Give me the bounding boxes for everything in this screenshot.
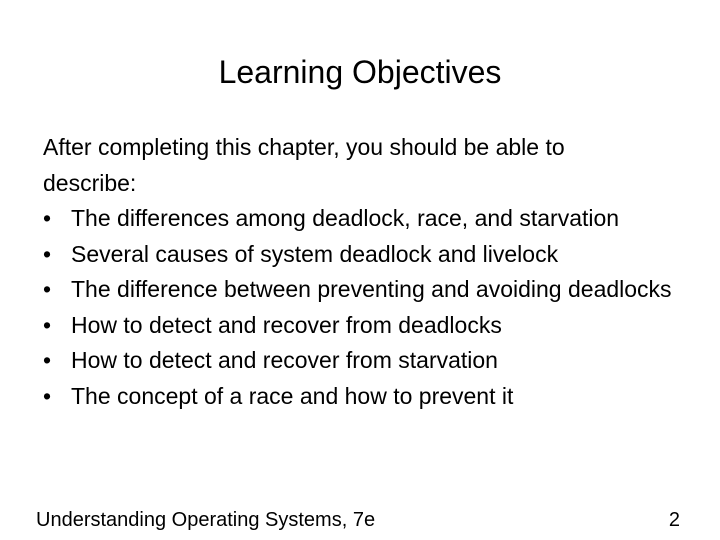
- bullet-text: The difference between preventing and avoiding deadlocks: [71, 276, 672, 302]
- bullet-icon: •: [43, 311, 52, 338]
- slide-body: [43, 130, 683, 414]
- objectives-list: [43, 201, 683, 414]
- footer-page-number: 2: [668, 509, 680, 531]
- bullet-text: Several causes of system deadlock and livelock: [71, 240, 559, 267]
- bullet-icon: •: [43, 382, 52, 409]
- slide-title: Learning Objectives: [218, 54, 502, 90]
- bullet-icon: •: [43, 276, 52, 302]
- bullet-icon: •: [43, 240, 52, 267]
- bullet-icon: •: [43, 347, 52, 373]
- bullet-text: The differences among deadlock, race, and starvation: [71, 205, 620, 231]
- bullet-text: The concept of a race and how to prevent it: [71, 382, 514, 409]
- list-item: [43, 201, 683, 237]
- footer-book-title: Understanding Operating Systems, 7e: [36, 509, 376, 531]
- bullet-text: How to detect and recover from starvation: [71, 347, 498, 373]
- list-item: [43, 237, 683, 273]
- list-item: [43, 343, 683, 379]
- intro-text: After completing this chapter, you should be able to describe:: [43, 134, 565, 196]
- bullet-icon: •: [43, 205, 52, 231]
- bullet-text: How to detect and recover from deadlocks: [71, 311, 502, 338]
- list-item: [43, 272, 683, 308]
- list-item: [43, 308, 683, 344]
- list-item: [43, 379, 683, 415]
